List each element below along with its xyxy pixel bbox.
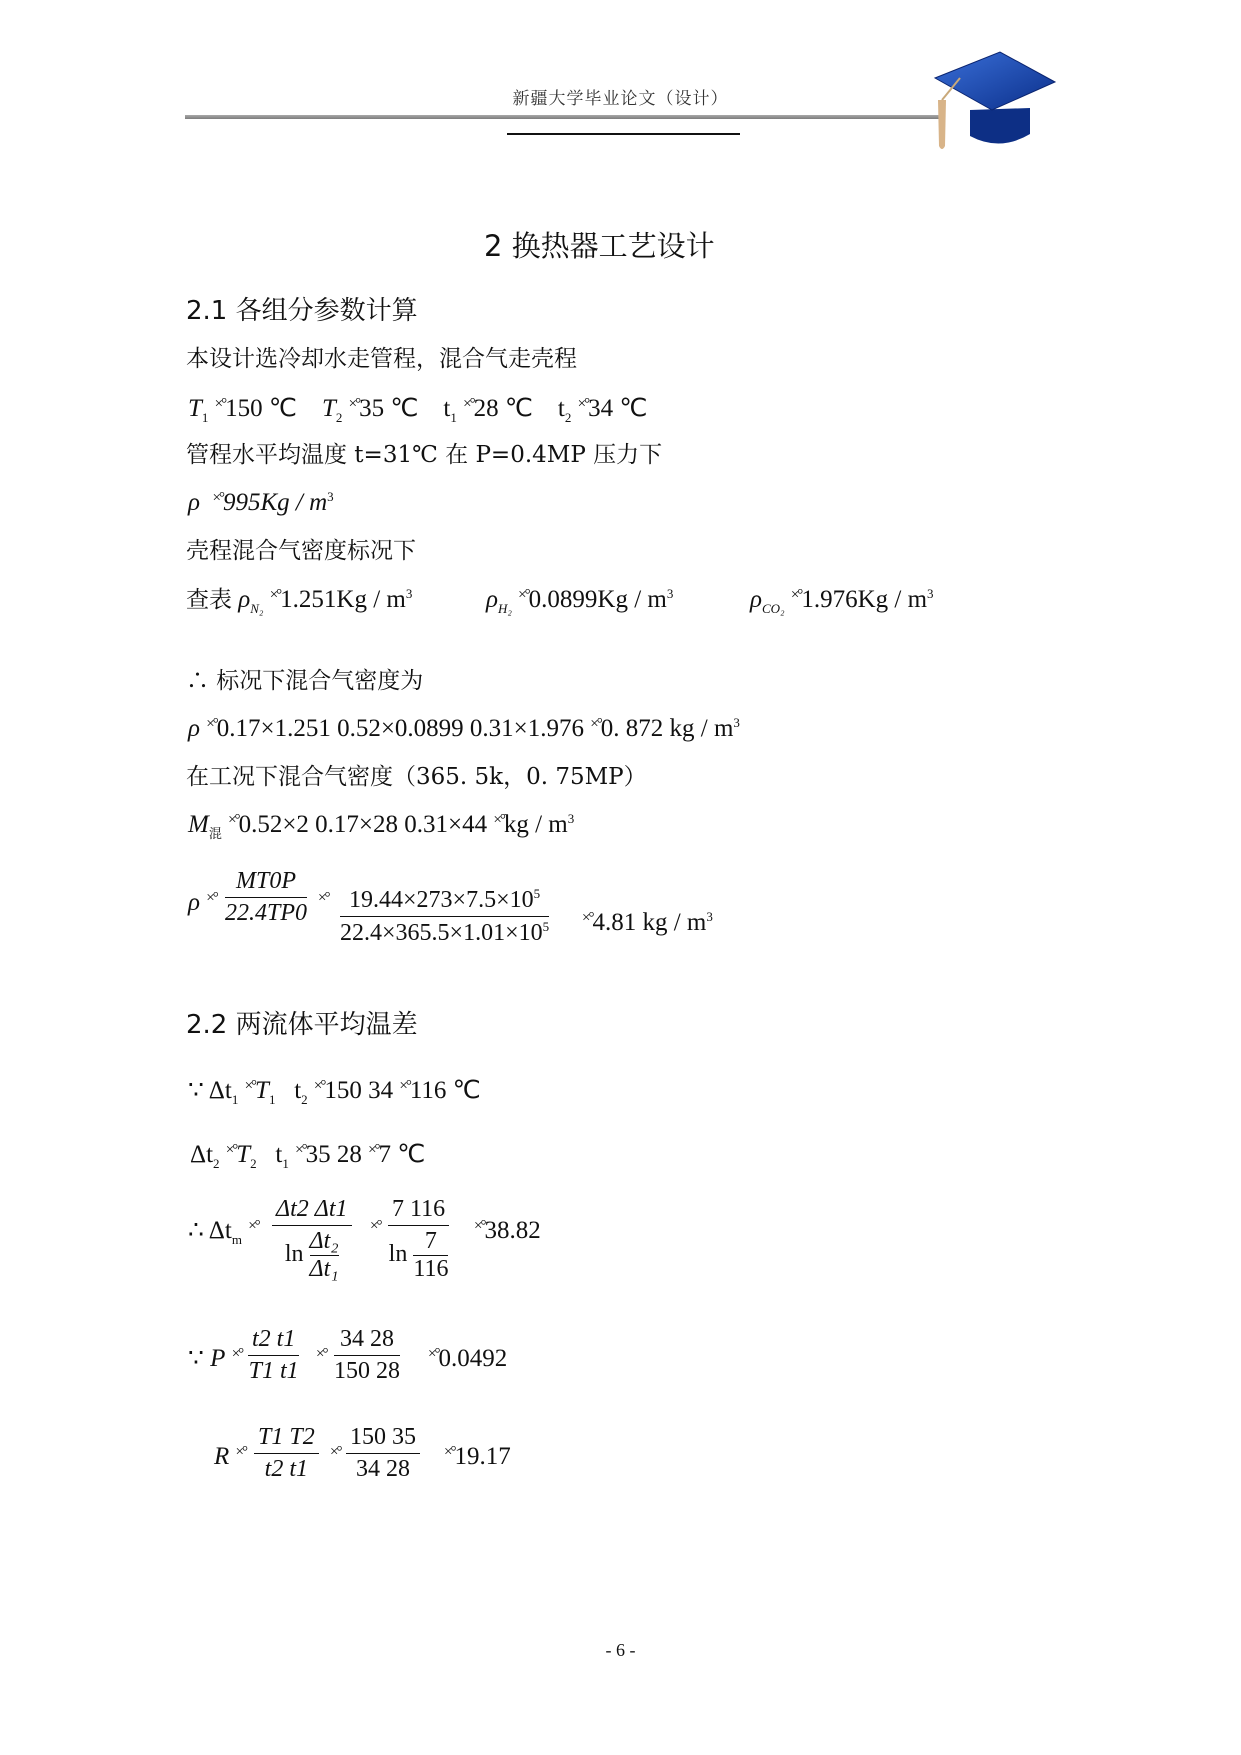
mixed-density-expression: 0.17×1.251 0.52×0.0899 0.31×1.976	[216, 715, 585, 742]
fraction-denominator: 22.4TP0	[225, 900, 308, 926]
delta-t2-values: 35 28	[305, 1141, 362, 1168]
H2-density: 0.0899Kg / m	[528, 586, 667, 613]
delta-t1-label: ∵ Δt	[188, 1077, 232, 1104]
delta-tm-result-line: ×°38.82	[474, 1217, 541, 1244]
header-rule	[185, 115, 945, 119]
T1-value: 150 ℃	[225, 395, 297, 422]
P-fraction-symbolic	[248, 1326, 299, 1385]
R-fraction-numeric	[346, 1424, 420, 1483]
working-density-result-line: ×°4.81 kg / $m^3$	[582, 909, 713, 936]
equals-glyph: ×°	[316, 1346, 327, 1362]
delta-t1-values: 150 34	[324, 1077, 394, 1104]
R-label: R ×°	[214, 1443, 246, 1470]
P-denominator-numeric: 150 28	[334, 1358, 400, 1384]
paragraph-line: 在工况下混合气密度（365. 5k，0. 75MP）	[186, 764, 647, 790]
lookup-label: 查表	[186, 587, 232, 613]
R-denominator-numeric: 34 28	[356, 1456, 410, 1482]
working-density-fraction	[225, 868, 307, 927]
graduation-cap-icon	[930, 48, 1060, 158]
section-heading-2-1: 2.1 各组分参数计算	[186, 296, 418, 326]
page-number: - 6 -	[605, 1640, 636, 1660]
chapter-title: 2 换热器工艺设计	[484, 229, 715, 263]
delta-t1-formula: ∵ $\Delta t_1$ $^{\times^\circ}T_1$ $t_2$ ×°150 34 ×°116 ℃	[188, 1077, 481, 1107]
delta-tm-fraction-numeric: 7 116 ln $\frac{7}{116}$	[388, 1196, 449, 1282]
H2-density-formula: $\rho_{H_2}$ $^{\times^\circ}0.0899Kg / m^3$	[486, 586, 674, 616]
molar-mass-unit: kg / m	[503, 811, 568, 838]
equals-glyph: ×°	[330, 1444, 341, 1460]
R-numerator-symbolic: T1 T2	[258, 1424, 315, 1450]
water-density-formula: ρ $^{\times^\circ}995Kg / m^3$	[188, 489, 334, 516]
P-denominator-symbolic: T1 t1	[248, 1358, 299, 1384]
P-fraction-numeric	[334, 1326, 400, 1385]
R-result: 19.17	[454, 1443, 511, 1470]
t2-value: 34 ℃	[588, 395, 648, 422]
section-heading-2-2: 2.2 两流体平均温差	[186, 1010, 418, 1040]
P-numerator-symbolic: t2 t1	[252, 1326, 296, 1352]
P-result: 0.0492	[438, 1345, 508, 1372]
header-title: 新疆大学毕业论文（设计）	[512, 89, 729, 109]
ln-numerator: 7	[424, 1228, 437, 1254]
working-density-numeric-fraction: $19.44\times 273\times 7.5\times 10^5$ $22.4\times 365.5\times 1.01\times 10^5$	[340, 886, 550, 946]
fraction-numerator: MT0P	[236, 868, 296, 894]
paragraph-line: 本设计选冷却水走管程，混合气走壳程	[186, 346, 577, 372]
equals-glyph: ×°	[318, 890, 329, 906]
molar-mass-expression: 0.52×2 0.17×28 0.31×44	[238, 811, 488, 838]
temperature-list: $T_1$ ×°150 ℃ $T_2$ ×°35 ℃ $t_1$ ×°28 ℃ $t_2$ ×°34 ℃	[188, 395, 648, 425]
CO2-density-formula: $\rho_{CO_2}$ $^{\times^\circ}1.976Kg / m^3$	[750, 586, 934, 616]
header-underline	[507, 133, 740, 135]
delta-t1-result: 116 ℃	[409, 1077, 481, 1104]
delta-t2-result: 7 ℃	[378, 1141, 426, 1168]
mixed-density-formula: ρ ×°0.17×1.251 0.52×0.0899 0.31×1.976 ×°0. 872 kg / $m^3$	[188, 715, 740, 742]
T2-value: 35 ℃	[359, 395, 419, 422]
water-density-value: 995Kg / m	[222, 489, 328, 516]
delta-tm-fraction-symbolic: Δt2 Δt1 ln $\frac{\text{Δt₂}}{\text{Δt₁}}$	[272, 1196, 352, 1283]
molar-mass-formula: $M_混$ ×°0.52×2 0.17×28 0.31×44 $^{\times^\circ}kg / m^3$	[188, 811, 575, 841]
R-result-line: ×°19.17	[444, 1443, 511, 1470]
ln-denominator: 116	[413, 1256, 449, 1282]
R-denominator-symbolic: t2 t1	[264, 1456, 309, 1482]
P-numerator-numeric: 34 28	[340, 1326, 394, 1352]
working-density-result: 4.81 kg / m	[592, 909, 707, 936]
component-density-formula: 查表 $\rho_{N_2}$ $^{\times^\circ}1.251Kg / m^3$	[186, 586, 413, 616]
delta-tm-numeric-numerator: 7 116	[392, 1196, 446, 1222]
paragraph-line: ∴ 标况下混合气密度为	[186, 668, 424, 694]
R-fraction-symbolic	[254, 1424, 319, 1483]
P-label: ∵ P ×°	[188, 1345, 243, 1372]
numeric-numerator: 19.44×273×7.5×10	[349, 887, 534, 913]
P-result-line: ×°0.0492	[428, 1345, 508, 1372]
delta-tm-result: 38.82	[484, 1217, 541, 1244]
delta-tm-label: ∴ $\Delta t_m$ ×°	[188, 1217, 259, 1247]
R-numerator-numeric: 150 35	[350, 1424, 416, 1450]
paragraph-line: 壳程混合气密度标况下	[186, 538, 416, 564]
delta-t2-formula: $\Delta t_2$ $^{\times^\circ}T_2$ $t_1$ ×°35 28 ×°7 ℃	[190, 1141, 426, 1171]
mixed-density-result: 0. 872 kg / m	[600, 715, 734, 742]
equals-glyph: ×°	[370, 1218, 381, 1234]
CO2-density: 1.976Kg / m	[801, 586, 928, 613]
t1-value: 28 ℃	[473, 395, 533, 422]
N2-density: 1.251Kg / m	[280, 586, 406, 613]
numeric-denominator: 22.4×365.5×1.01×10	[340, 920, 543, 946]
working-density-symbol: ρ ×°	[188, 889, 217, 916]
delta-tm-numerator: Δt2 Δt1	[276, 1196, 348, 1222]
paragraph-line: 管程水平均温度 t=31℃ 在 P=0.4MP 压力下	[186, 442, 663, 468]
